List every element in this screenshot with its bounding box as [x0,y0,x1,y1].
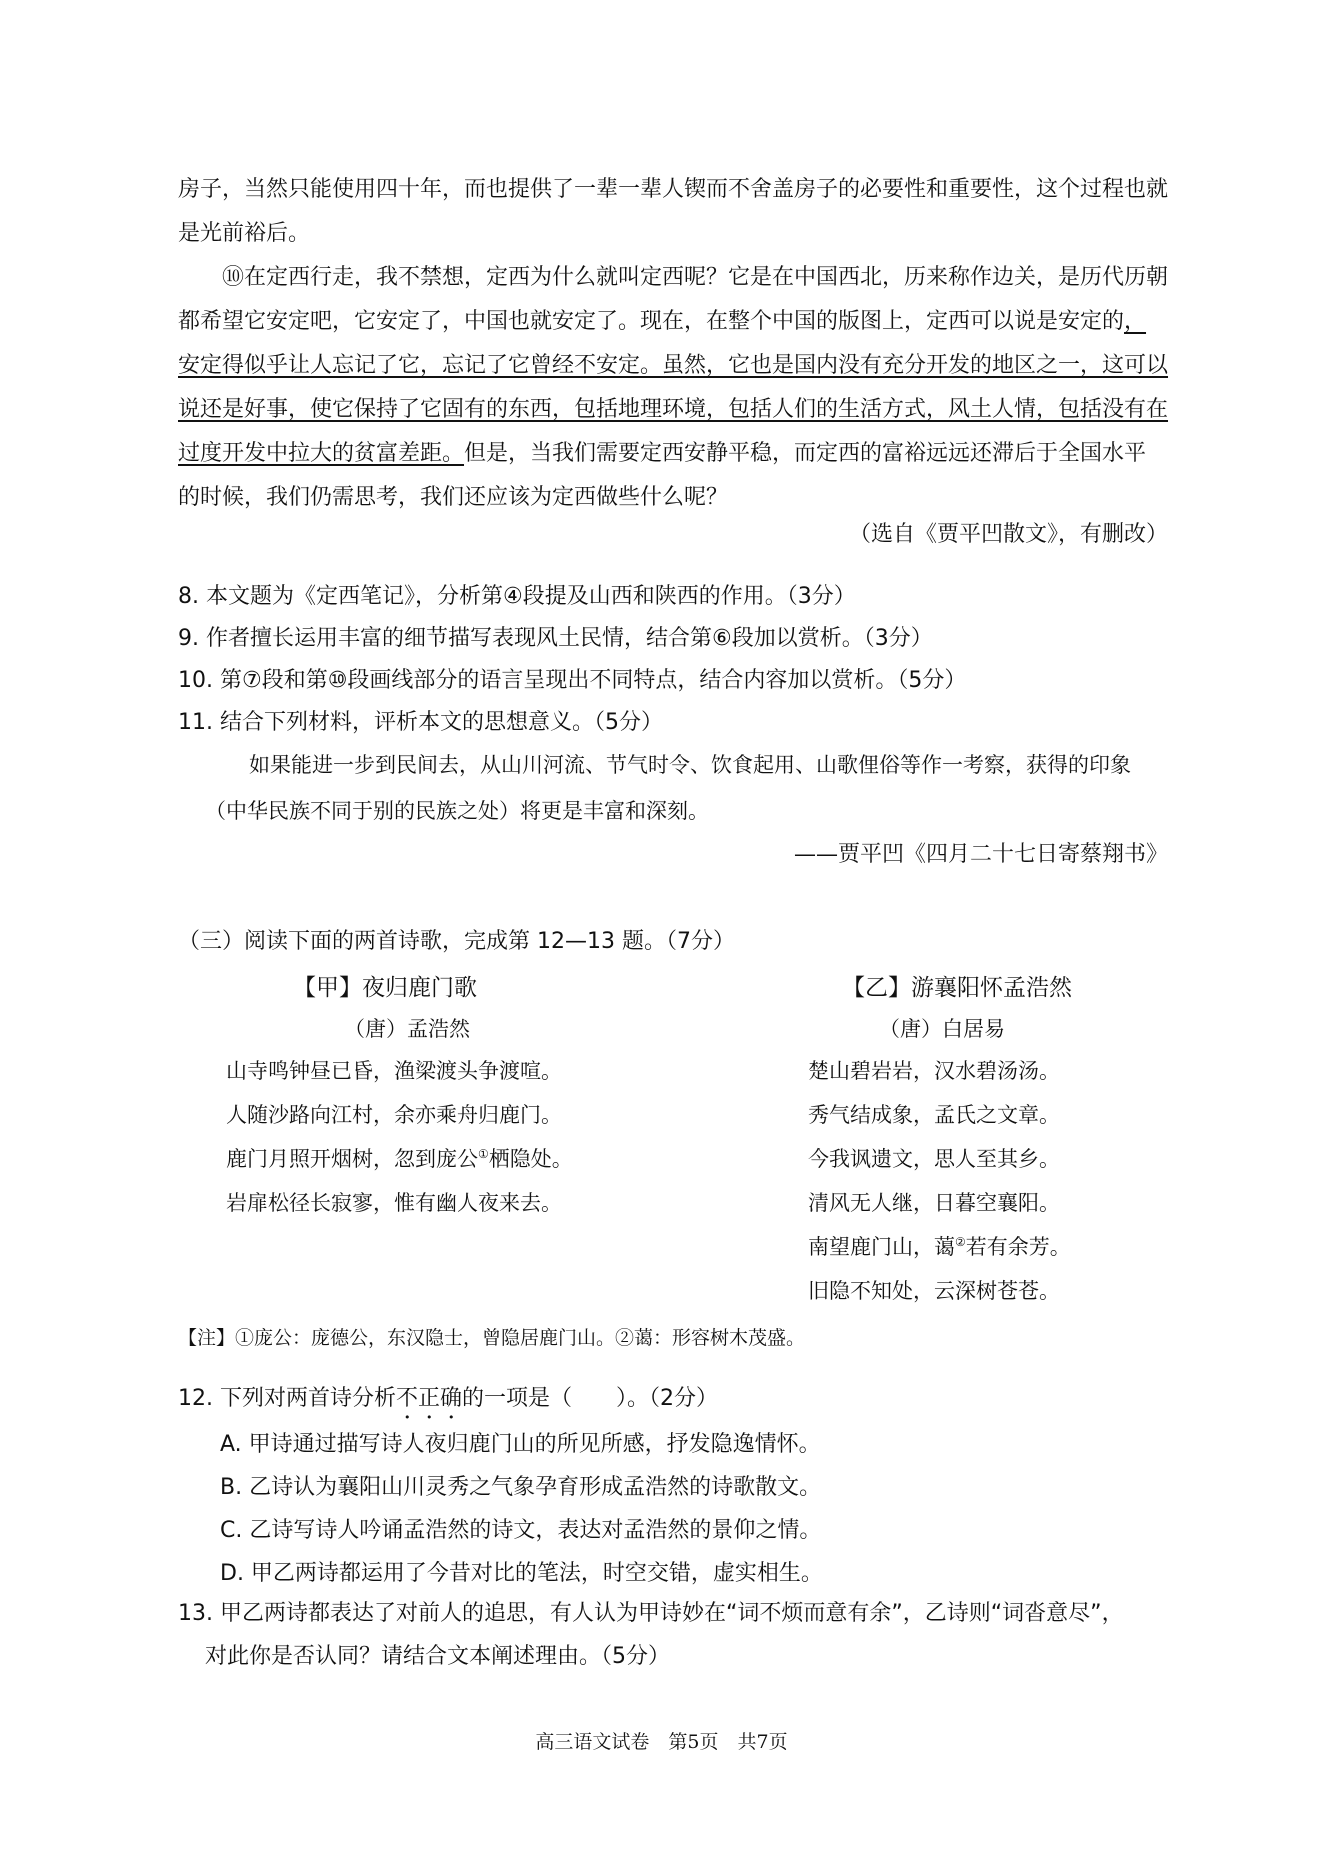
question-12-emphasis: 不正确 [395,1386,462,1411]
question-10: 10. 第⑦段和第⑩段画线部分的语言呈现出不同特点，结合内容加以赏析。（5分） [178,668,967,693]
poem-jia-line-3 [226,1143,573,1173]
poem-yi-author: （唐）白居易 [879,1017,1005,1041]
poem-notes: 【注】①庞公：庞德公，东汉隐士，曾隐居鹿门山。②蔼：形容树木茂盛。 [178,1327,806,1349]
poem-jia-line-4: 岩扉松径长寂寥，惟有幽人夜来去。 [226,1191,562,1215]
question-11: 11. 结合下列材料，评析本文的思想意义。（5分） [178,710,663,735]
question-12-option-c: C. 乙诗写诗人吟诵孟浩然的诗文，表达对孟浩然的景仰之情。 [220,1518,822,1543]
question-12-option-b: B. 乙诗认为襄阳山川灵秀之气象孕育形成孟浩然的诗歌散文。 [220,1475,822,1500]
paragraph-10-underlined: ，安定得似乎让人忘记了它，忘记了它曾经不安定。虽然，它也是国内没有充分开发的地区之一，这可以说还是好事，使它保持了它固有的东西，包括地理环境，包括人们的生活方式，风土人情，包括没有在过度开发中拉大的贫富差距。 [178,309,1169,466]
poem-jia-line-2: 人随沙路向江村，余亦乘舟归鹿门。 [226,1103,562,1127]
paragraph-10-text-a: ⑩在定西行走，我不禁想，定西为什么就叫定西呢？它是在中国西北，历来称作边关，是历代历朝都希望它安定吧，它安定了，中国也就安定了。现在，在整个中国的版图上，定西可以说是安定的 [178,265,1169,334]
passage-continuation-line1: 房子，当然只能使用四十年，而也提供了一辈一辈人锲而不舍盖房子的必要性和重要性，这个过程也就 [178,177,1169,202]
paragraph-10 [178,256,1168,520]
poem-yi-title: 【乙】游襄阳怀孟浩然 [842,975,1072,1001]
section-3-heading: （三）阅读下面的两首诗歌，完成第 12—13 题。（7分） [178,929,735,954]
poem-yi-line-1: 楚山碧岩岩，汉水碧汤汤。 [808,1059,1060,1083]
poem-yi-line-6: 旧隐不知处，云深树苍苍。 [808,1279,1060,1303]
poem-yi-line-3: 今我讽遗文，思人至其乡。 [808,1147,1060,1171]
question-12-option-a: A. 甲诗通过描写诗人夜归鹿门山的所见所感，抒发隐逸情怀。 [220,1432,821,1457]
footnote-mark-1: ① [478,1147,489,1161]
poem-jia-line-3-end: 栖隐处。 [488,1147,573,1171]
passage-continuation-line2: 是光前裕后。 [178,221,311,246]
question-13-line2: 对此你是否认同？请结合文本阐述理由。（5分） [205,1644,670,1669]
paragraph-10-text-b: 但是，当我们需要定西安静平稳，而定西的富裕远远还滞后于全国水平的时候，我们仍需思考，我们还应该为定西做些什么呢？ [178,441,1147,510]
poem-yi-line-5-text: 南望鹿门山，蔼 [808,1235,955,1259]
poem-yi-line-5-end: 若有余芳。 [965,1235,1071,1259]
poem-jia-line-1: 山寺鸣钟昼已昏，渔梁渡头争渡喧。 [226,1059,562,1083]
question-12-stem-a: 12. 下列对两首诗分析 [178,1386,396,1411]
footnote-mark-2: ② [955,1235,966,1249]
poem-jia-author: （唐）孟浩然 [344,1017,470,1041]
question-11-material: 如果能进一步到民间去，从山川河流、节气时令、饮食起用、山歌俚俗等作一考察，获得的印象（中华民族不同于别的民族之处）将更是丰富和深刻。 [205,753,1131,823]
question-9: 9. 作者擅长运用丰富的细节描写表现风土民情，结合第⑥段加以赏析。（3分） [178,626,933,651]
poem-yi-line-4: 清风无人继，日暮空襄阳。 [808,1191,1060,1215]
passage-source: （选自《贾平凹散文》，有删改） [848,522,1168,547]
question-12-option-d: D. 甲乙两诗都运用了今昔对比的笔法，时空交错，虚实相生。 [220,1561,823,1586]
poem-yi-line-5 [808,1231,1071,1261]
poem-yi-line-2: 秀气结成象，孟氏之文章。 [808,1103,1060,1127]
question-11-source: ——贾平凹《四月二十七日寄蔡翔书》 [793,842,1168,867]
question-12-stem-b: 的一项是（ ）。（2分） [462,1386,718,1411]
question-12-stem [178,1384,1178,1424]
page-footer: 高三语文试卷 第5页 共7页 [535,1731,788,1753]
poem-jia-title: 【甲】夜归鹿门歌 [293,975,477,1001]
question-8: 8. 本文题为《定西笔记》，分析第④段提及山西和陕西的作用。（3分） [178,584,856,609]
poem-jia-line-3-text: 鹿门月照开烟树，忽到庞公 [226,1147,478,1171]
question-13-line1: 13. 甲乙两诗都表达了对前人的追思，有人认为甲诗妙在“词不烦而意有余”，乙诗则“词沓意尽”， [178,1601,1124,1626]
